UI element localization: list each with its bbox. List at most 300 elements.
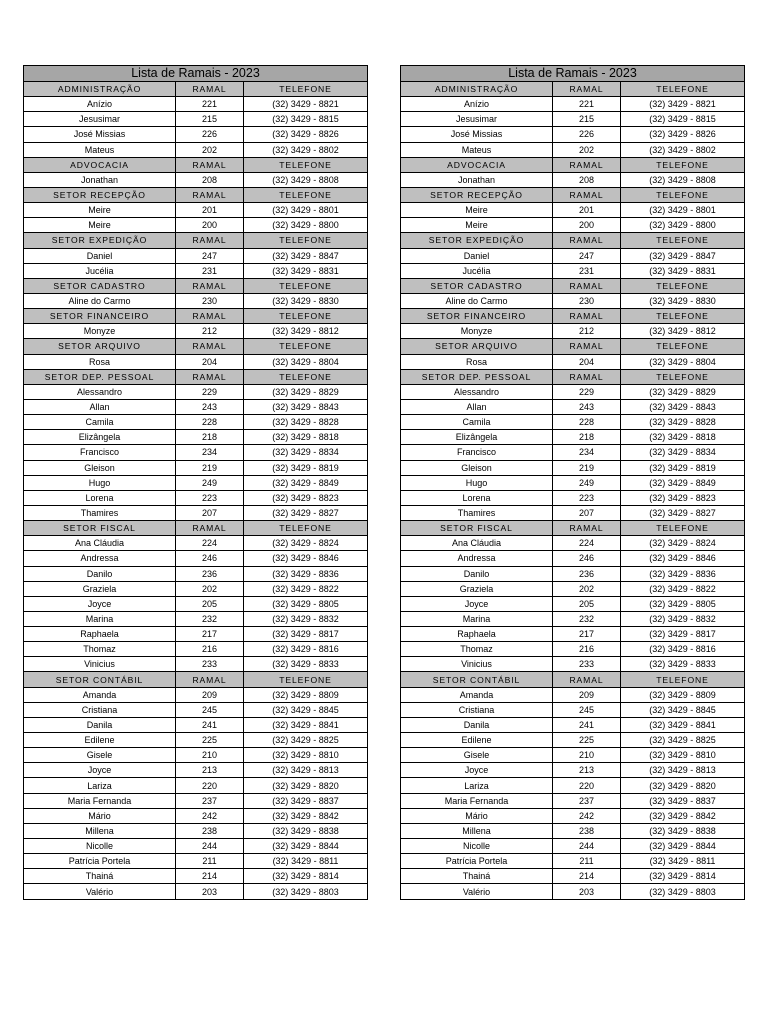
extension-number: 204 bbox=[176, 354, 244, 369]
section-name: SETOR CONTÁBIL bbox=[401, 672, 553, 687]
list-title: Lista de Ramais - 2023 bbox=[401, 66, 745, 82]
phone-number: (32) 3429 - 8846 bbox=[621, 551, 745, 566]
ramal-column-header: RAMAL bbox=[553, 369, 621, 384]
ramal-column-header: RAMAL bbox=[176, 82, 244, 97]
section-name: ADVOCACIA bbox=[24, 157, 176, 172]
employee-name: Monyze bbox=[401, 324, 553, 339]
extension-number: 232 bbox=[553, 611, 621, 626]
section-header-row bbox=[401, 278, 745, 293]
telefone-column-header: TELEFONE bbox=[621, 521, 745, 536]
phone-number: (32) 3429 - 8818 bbox=[244, 430, 368, 445]
employee-name: Marina bbox=[24, 611, 176, 626]
employee-name: Thainá bbox=[401, 869, 553, 884]
phone-number: (32) 3429 - 8810 bbox=[621, 748, 745, 763]
extension-number: 233 bbox=[553, 657, 621, 672]
extension-number: 244 bbox=[553, 839, 621, 854]
extension-number: 231 bbox=[553, 263, 621, 278]
extension-number: 249 bbox=[553, 475, 621, 490]
section-name: ADMINISTRAÇÃO bbox=[401, 82, 553, 97]
employee-name: Gisele bbox=[24, 748, 176, 763]
table-row bbox=[401, 203, 745, 218]
table-row bbox=[24, 399, 368, 414]
employee-name: Gleison bbox=[24, 460, 176, 475]
ramais-table-body bbox=[401, 66, 745, 900]
phone-number: (32) 3429 - 8820 bbox=[621, 778, 745, 793]
extension-number: 242 bbox=[553, 808, 621, 823]
table-row bbox=[401, 687, 745, 702]
table-row bbox=[24, 263, 368, 278]
table-row bbox=[24, 763, 368, 778]
extension-number: 219 bbox=[176, 460, 244, 475]
extension-number: 229 bbox=[553, 384, 621, 399]
extension-number: 207 bbox=[176, 505, 244, 520]
extension-number: 237 bbox=[553, 793, 621, 808]
ramal-column-header: RAMAL bbox=[553, 672, 621, 687]
table-row bbox=[24, 627, 368, 642]
phone-number: (32) 3429 - 8846 bbox=[244, 551, 368, 566]
section-name: SETOR FISCAL bbox=[401, 521, 553, 536]
extension-number: 203 bbox=[553, 884, 621, 899]
employee-name: Jucélia bbox=[401, 263, 553, 278]
employee-name: Ana Cláudia bbox=[24, 536, 176, 551]
extension-number: 230 bbox=[553, 293, 621, 308]
table-row bbox=[24, 293, 368, 308]
employee-name: Camila bbox=[24, 415, 176, 430]
section-header-row bbox=[24, 521, 368, 536]
phone-number: (32) 3429 - 8841 bbox=[244, 717, 368, 732]
extension-number: 208 bbox=[176, 172, 244, 187]
table-row bbox=[401, 399, 745, 414]
table-row bbox=[401, 248, 745, 263]
employee-name: Hugo bbox=[401, 475, 553, 490]
phone-number: (32) 3429 - 8833 bbox=[244, 657, 368, 672]
employee-name: Vinicius bbox=[24, 657, 176, 672]
ramal-column-header: RAMAL bbox=[553, 233, 621, 248]
title-row bbox=[401, 66, 745, 82]
employee-name: Elizângela bbox=[401, 430, 553, 445]
ramal-column-header: RAMAL bbox=[553, 157, 621, 172]
table-row bbox=[401, 112, 745, 127]
table-row bbox=[401, 611, 745, 626]
section-name: SETOR EXPEDIÇÃO bbox=[24, 233, 176, 248]
table-row bbox=[24, 884, 368, 899]
employee-name: Thamires bbox=[24, 505, 176, 520]
phone-number: (32) 3429 - 8814 bbox=[244, 869, 368, 884]
section-header-row bbox=[401, 309, 745, 324]
employee-name: Nicolle bbox=[401, 839, 553, 854]
employee-name: Millena bbox=[401, 823, 553, 838]
extension-number: 210 bbox=[553, 748, 621, 763]
phone-number: (32) 3429 - 8823 bbox=[621, 490, 745, 505]
section-name: SETOR FINANCEIRO bbox=[401, 309, 553, 324]
employee-name: Meire bbox=[401, 203, 553, 218]
phone-number: (32) 3429 - 8834 bbox=[621, 445, 745, 460]
extension-number: 213 bbox=[176, 763, 244, 778]
section-header-row bbox=[24, 369, 368, 384]
ramal-column-header: RAMAL bbox=[176, 339, 244, 354]
employee-name: Rosa bbox=[401, 354, 553, 369]
table-row bbox=[24, 854, 368, 869]
list-title: Lista de Ramais - 2023 bbox=[24, 66, 368, 82]
employee-name: Elizângela bbox=[24, 430, 176, 445]
employee-name: Jesusimar bbox=[24, 112, 176, 127]
table-row bbox=[24, 384, 368, 399]
section-name: SETOR DEP. PESSOAL bbox=[24, 369, 176, 384]
extension-number: 209 bbox=[553, 687, 621, 702]
table-row bbox=[24, 611, 368, 626]
table-row bbox=[401, 142, 745, 157]
phone-number: (32) 3429 - 8842 bbox=[244, 808, 368, 823]
extension-number: 205 bbox=[176, 596, 244, 611]
extension-number: 220 bbox=[553, 778, 621, 793]
telefone-column-header: TELEFONE bbox=[621, 339, 745, 354]
section-name: SETOR ARQUIVO bbox=[401, 339, 553, 354]
employee-name: Patrícia Portela bbox=[401, 854, 553, 869]
phone-number: (32) 3429 - 8811 bbox=[244, 854, 368, 869]
employee-name: Rosa bbox=[24, 354, 176, 369]
table-row bbox=[401, 748, 745, 763]
phone-number: (32) 3429 - 8845 bbox=[621, 702, 745, 717]
phone-number: (32) 3429 - 8814 bbox=[621, 869, 745, 884]
section-header-row bbox=[401, 521, 745, 536]
telefone-column-header: TELEFONE bbox=[244, 82, 368, 97]
telefone-column-header: TELEFONE bbox=[621, 187, 745, 202]
phone-number: (32) 3429 - 8821 bbox=[621, 97, 745, 112]
employee-name: Danila bbox=[24, 717, 176, 732]
extension-number: 203 bbox=[176, 884, 244, 899]
extension-number: 201 bbox=[176, 203, 244, 218]
table-row bbox=[24, 839, 368, 854]
phone-number: (32) 3429 - 8802 bbox=[244, 142, 368, 157]
employee-name: Mário bbox=[24, 808, 176, 823]
telefone-column-header: TELEFONE bbox=[621, 309, 745, 324]
phone-number: (32) 3429 - 8841 bbox=[621, 717, 745, 732]
employee-name: Raphaela bbox=[401, 627, 553, 642]
section-header-row bbox=[401, 82, 745, 97]
table-row bbox=[24, 778, 368, 793]
extension-number: 221 bbox=[553, 97, 621, 112]
phone-number: (32) 3429 - 8844 bbox=[621, 839, 745, 854]
table-row bbox=[24, 642, 368, 657]
extension-number: 233 bbox=[176, 657, 244, 672]
table-row bbox=[24, 203, 368, 218]
phone-number: (32) 3429 - 8812 bbox=[621, 324, 745, 339]
ramal-column-header: RAMAL bbox=[176, 672, 244, 687]
telefone-column-header: TELEFONE bbox=[244, 339, 368, 354]
employee-name: Allan bbox=[401, 399, 553, 414]
table-row bbox=[24, 460, 368, 475]
phone-number: (32) 3429 - 8813 bbox=[621, 763, 745, 778]
phone-number: (32) 3429 - 8842 bbox=[621, 808, 745, 823]
phone-number: (32) 3429 - 8819 bbox=[621, 460, 745, 475]
table-row bbox=[401, 566, 745, 581]
section-name: SETOR CONTÁBIL bbox=[24, 672, 176, 687]
ramais-table-left bbox=[23, 65, 368, 900]
employee-name: Jonathan bbox=[401, 172, 553, 187]
table-row bbox=[24, 475, 368, 490]
ramal-column-header: RAMAL bbox=[176, 521, 244, 536]
phone-number: (32) 3429 - 8816 bbox=[244, 642, 368, 657]
extension-number: 218 bbox=[553, 430, 621, 445]
section-header-row bbox=[24, 309, 368, 324]
phone-number: (32) 3429 - 8843 bbox=[244, 399, 368, 414]
extension-number: 242 bbox=[176, 808, 244, 823]
extension-number: 223 bbox=[553, 490, 621, 505]
table-row bbox=[401, 627, 745, 642]
telefone-column-header: TELEFONE bbox=[244, 521, 368, 536]
table-row bbox=[401, 384, 745, 399]
section-header-row bbox=[401, 187, 745, 202]
table-row bbox=[401, 808, 745, 823]
extension-number: 224 bbox=[553, 536, 621, 551]
table-row bbox=[401, 354, 745, 369]
phone-number: (32) 3429 - 8828 bbox=[244, 415, 368, 430]
section-header-row bbox=[401, 672, 745, 687]
table-row bbox=[24, 354, 368, 369]
employee-name: Joyce bbox=[24, 596, 176, 611]
ramal-column-header: RAMAL bbox=[176, 187, 244, 202]
table-row bbox=[401, 717, 745, 732]
extension-number: 202 bbox=[553, 581, 621, 596]
extension-number: 231 bbox=[176, 263, 244, 278]
employee-name: Alessandro bbox=[401, 384, 553, 399]
telefone-column-header: TELEFONE bbox=[621, 278, 745, 293]
employee-name: Vinicius bbox=[401, 657, 553, 672]
extension-number: 243 bbox=[176, 399, 244, 414]
phone-number: (32) 3429 - 8849 bbox=[244, 475, 368, 490]
extension-number: 245 bbox=[176, 702, 244, 717]
phone-number: (32) 3429 - 8836 bbox=[621, 566, 745, 581]
phone-number: (32) 3429 - 8826 bbox=[244, 127, 368, 142]
table-row bbox=[401, 551, 745, 566]
employee-name: Gleison bbox=[401, 460, 553, 475]
telefone-column-header: TELEFONE bbox=[621, 369, 745, 384]
section-header-row bbox=[401, 233, 745, 248]
phone-number: (32) 3429 - 8823 bbox=[244, 490, 368, 505]
extension-number: 234 bbox=[553, 445, 621, 460]
extension-number: 241 bbox=[176, 717, 244, 732]
employee-name: Francisco bbox=[401, 445, 553, 460]
extension-number: 243 bbox=[553, 399, 621, 414]
ramal-column-header: RAMAL bbox=[176, 369, 244, 384]
phone-number: (32) 3429 - 8827 bbox=[244, 505, 368, 520]
employee-name: Edilene bbox=[24, 733, 176, 748]
section-header-row bbox=[24, 157, 368, 172]
extension-number: 212 bbox=[176, 324, 244, 339]
extension-number: 211 bbox=[553, 854, 621, 869]
extension-number: 228 bbox=[553, 415, 621, 430]
phone-number: (32) 3429 - 8803 bbox=[621, 884, 745, 899]
table-row bbox=[401, 702, 745, 717]
table-row bbox=[24, 536, 368, 551]
extension-number: 241 bbox=[553, 717, 621, 732]
section-header-row bbox=[401, 339, 745, 354]
phone-number: (32) 3429 - 8832 bbox=[244, 611, 368, 626]
employee-name: José Missias bbox=[401, 127, 553, 142]
phone-number: (32) 3429 - 8805 bbox=[621, 596, 745, 611]
extension-number: 228 bbox=[176, 415, 244, 430]
employee-name: Thamires bbox=[401, 505, 553, 520]
employee-name: Danilo bbox=[24, 566, 176, 581]
phone-number: (32) 3429 - 8826 bbox=[621, 127, 745, 142]
employee-name: Jucélia bbox=[24, 263, 176, 278]
section-name: SETOR EXPEDIÇÃO bbox=[401, 233, 553, 248]
employee-name: Aline do Carmo bbox=[24, 293, 176, 308]
table-row bbox=[401, 869, 745, 884]
ramal-column-header: RAMAL bbox=[176, 309, 244, 324]
phone-number: (32) 3429 - 8825 bbox=[621, 733, 745, 748]
employee-name: Jesusimar bbox=[401, 112, 553, 127]
phone-number: (32) 3429 - 8801 bbox=[244, 203, 368, 218]
employee-name: Joyce bbox=[401, 763, 553, 778]
employee-name: Gisele bbox=[401, 748, 553, 763]
section-header-row bbox=[24, 339, 368, 354]
telefone-column-header: TELEFONE bbox=[244, 309, 368, 324]
section-header-row bbox=[24, 672, 368, 687]
table-row bbox=[401, 97, 745, 112]
extension-number: 218 bbox=[176, 430, 244, 445]
extension-number: 215 bbox=[176, 112, 244, 127]
extension-number: 226 bbox=[553, 127, 621, 142]
section-header-row bbox=[24, 233, 368, 248]
section-name: SETOR CADASTRO bbox=[24, 278, 176, 293]
phone-number: (32) 3429 - 8837 bbox=[244, 793, 368, 808]
table-row bbox=[401, 430, 745, 445]
phone-number: (32) 3429 - 8805 bbox=[244, 596, 368, 611]
extension-number: 214 bbox=[176, 869, 244, 884]
employee-name: Edilene bbox=[401, 733, 553, 748]
section-name: SETOR ARQUIVO bbox=[24, 339, 176, 354]
employee-name: Patrícia Portela bbox=[24, 854, 176, 869]
ramal-column-header: RAMAL bbox=[553, 278, 621, 293]
phone-number: (32) 3429 - 8808 bbox=[621, 172, 745, 187]
extension-number: 220 bbox=[176, 778, 244, 793]
extension-number: 237 bbox=[176, 793, 244, 808]
extension-number: 234 bbox=[176, 445, 244, 460]
table-row bbox=[401, 324, 745, 339]
employee-name: Thainá bbox=[24, 869, 176, 884]
table-row bbox=[401, 490, 745, 505]
employee-name: Anízio bbox=[401, 97, 553, 112]
table-row bbox=[401, 657, 745, 672]
phone-number: (32) 3429 - 8808 bbox=[244, 172, 368, 187]
extension-number: 201 bbox=[553, 203, 621, 218]
section-header-row bbox=[24, 187, 368, 202]
extension-number: 247 bbox=[553, 248, 621, 263]
phone-number: (32) 3429 - 8844 bbox=[244, 839, 368, 854]
phone-number: (32) 3429 - 8832 bbox=[621, 611, 745, 626]
extension-number: 236 bbox=[176, 566, 244, 581]
phone-number: (32) 3429 - 8815 bbox=[244, 112, 368, 127]
table-row bbox=[24, 172, 368, 187]
table-row bbox=[24, 748, 368, 763]
employee-name: Graziela bbox=[401, 581, 553, 596]
employee-name: Valério bbox=[401, 884, 553, 899]
employee-name: Mário bbox=[401, 808, 553, 823]
phone-number: (32) 3429 - 8813 bbox=[244, 763, 368, 778]
phone-number: (32) 3429 - 8831 bbox=[244, 263, 368, 278]
section-name: SETOR FISCAL bbox=[24, 521, 176, 536]
ramal-column-header: RAMAL bbox=[553, 521, 621, 536]
extension-number: 210 bbox=[176, 748, 244, 763]
table-row bbox=[24, 490, 368, 505]
extension-number: 226 bbox=[176, 127, 244, 142]
table-row bbox=[401, 172, 745, 187]
extension-number: 205 bbox=[553, 596, 621, 611]
telefone-column-header: TELEFONE bbox=[244, 233, 368, 248]
employee-name: Nicolle bbox=[24, 839, 176, 854]
extension-number: 200 bbox=[176, 218, 244, 233]
extension-number: 216 bbox=[176, 642, 244, 657]
table-row bbox=[24, 733, 368, 748]
phone-number: (32) 3429 - 8837 bbox=[621, 793, 745, 808]
ramal-column-header: RAMAL bbox=[176, 233, 244, 248]
extension-number: 214 bbox=[553, 869, 621, 884]
phone-number: (32) 3429 - 8817 bbox=[244, 627, 368, 642]
table-row bbox=[24, 793, 368, 808]
employee-name: Monyze bbox=[24, 324, 176, 339]
extension-number: 232 bbox=[176, 611, 244, 626]
employee-name: Marina bbox=[401, 611, 553, 626]
extension-number: 229 bbox=[176, 384, 244, 399]
table-row bbox=[401, 823, 745, 838]
ramal-column-header: RAMAL bbox=[553, 309, 621, 324]
ramais-table-right bbox=[400, 65, 745, 900]
phone-number: (32) 3429 - 8801 bbox=[621, 203, 745, 218]
phone-number: (32) 3429 - 8836 bbox=[244, 566, 368, 581]
table-row bbox=[401, 884, 745, 899]
employee-name: Lariza bbox=[24, 778, 176, 793]
section-name: SETOR RECEPÇÃO bbox=[401, 187, 553, 202]
section-name: ADMINISTRAÇÃO bbox=[24, 82, 176, 97]
employee-name: Graziela bbox=[24, 581, 176, 596]
table-row bbox=[24, 717, 368, 732]
employee-name: Amanda bbox=[401, 687, 553, 702]
section-name: SETOR RECEPÇÃO bbox=[24, 187, 176, 202]
table-row bbox=[24, 869, 368, 884]
table-row bbox=[24, 142, 368, 157]
employee-name: Daniel bbox=[401, 248, 553, 263]
table-row bbox=[401, 778, 745, 793]
table-row bbox=[24, 657, 368, 672]
extension-number: 217 bbox=[553, 627, 621, 642]
ramal-column-header: RAMAL bbox=[553, 82, 621, 97]
employee-name: Maria Fernanda bbox=[24, 793, 176, 808]
employee-name: Mateus bbox=[24, 142, 176, 157]
ramal-column-header: RAMAL bbox=[176, 278, 244, 293]
extension-number: 238 bbox=[176, 823, 244, 838]
ramal-column-header: RAMAL bbox=[176, 157, 244, 172]
extension-number: 217 bbox=[176, 627, 244, 642]
phone-number: (32) 3429 - 8804 bbox=[621, 354, 745, 369]
employee-name: Joyce bbox=[401, 596, 553, 611]
extension-number: 204 bbox=[553, 354, 621, 369]
extension-number: 236 bbox=[553, 566, 621, 581]
section-header-row bbox=[401, 369, 745, 384]
table-row bbox=[401, 505, 745, 520]
table-row bbox=[401, 415, 745, 430]
phone-number: (32) 3429 - 8838 bbox=[244, 823, 368, 838]
extension-number: 219 bbox=[553, 460, 621, 475]
extension-number: 224 bbox=[176, 536, 244, 551]
table-row bbox=[401, 642, 745, 657]
phone-number: (32) 3429 - 8829 bbox=[621, 384, 745, 399]
employee-name: Camila bbox=[401, 415, 553, 430]
phone-number: (32) 3429 - 8803 bbox=[244, 884, 368, 899]
phone-number: (32) 3429 - 8829 bbox=[244, 384, 368, 399]
phone-number: (32) 3429 - 8800 bbox=[244, 218, 368, 233]
table-row bbox=[401, 854, 745, 869]
